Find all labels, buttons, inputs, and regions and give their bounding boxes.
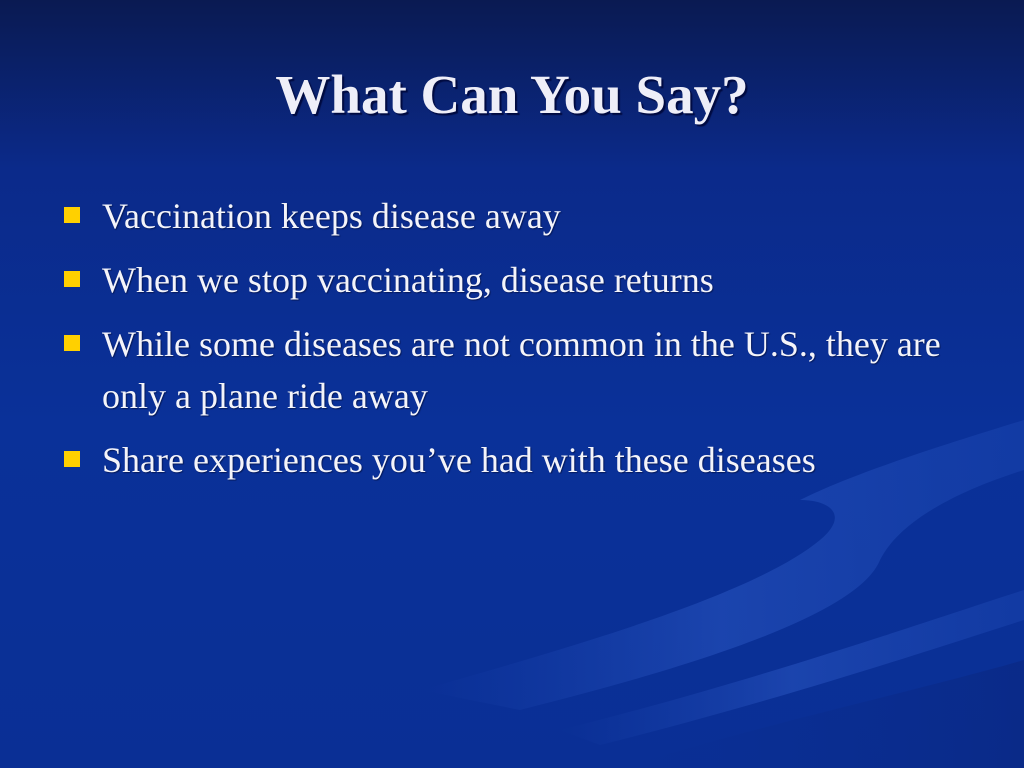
bullet-item <box>62 190 982 242</box>
square-bullet-icon <box>64 451 80 467</box>
bullet-list <box>62 190 982 498</box>
square-bullet-icon <box>64 207 80 223</box>
bullet-text: Share experiences you’ve had with these diseases <box>102 440 816 480</box>
bullet-text: When we stop vaccinating, disease returns <box>102 260 714 300</box>
square-bullet-icon <box>64 335 80 351</box>
bullet-item <box>62 318 982 422</box>
bullet-item <box>62 434 982 486</box>
slide-title: What Can You Say? <box>275 64 749 125</box>
bullet-text: While some diseases are not common in the U.S., they are only a plane ride away <box>102 324 941 416</box>
bullet-item <box>62 254 982 306</box>
bullet-text: Vaccination keeps disease away <box>102 196 561 236</box>
square-bullet-icon <box>64 271 80 287</box>
